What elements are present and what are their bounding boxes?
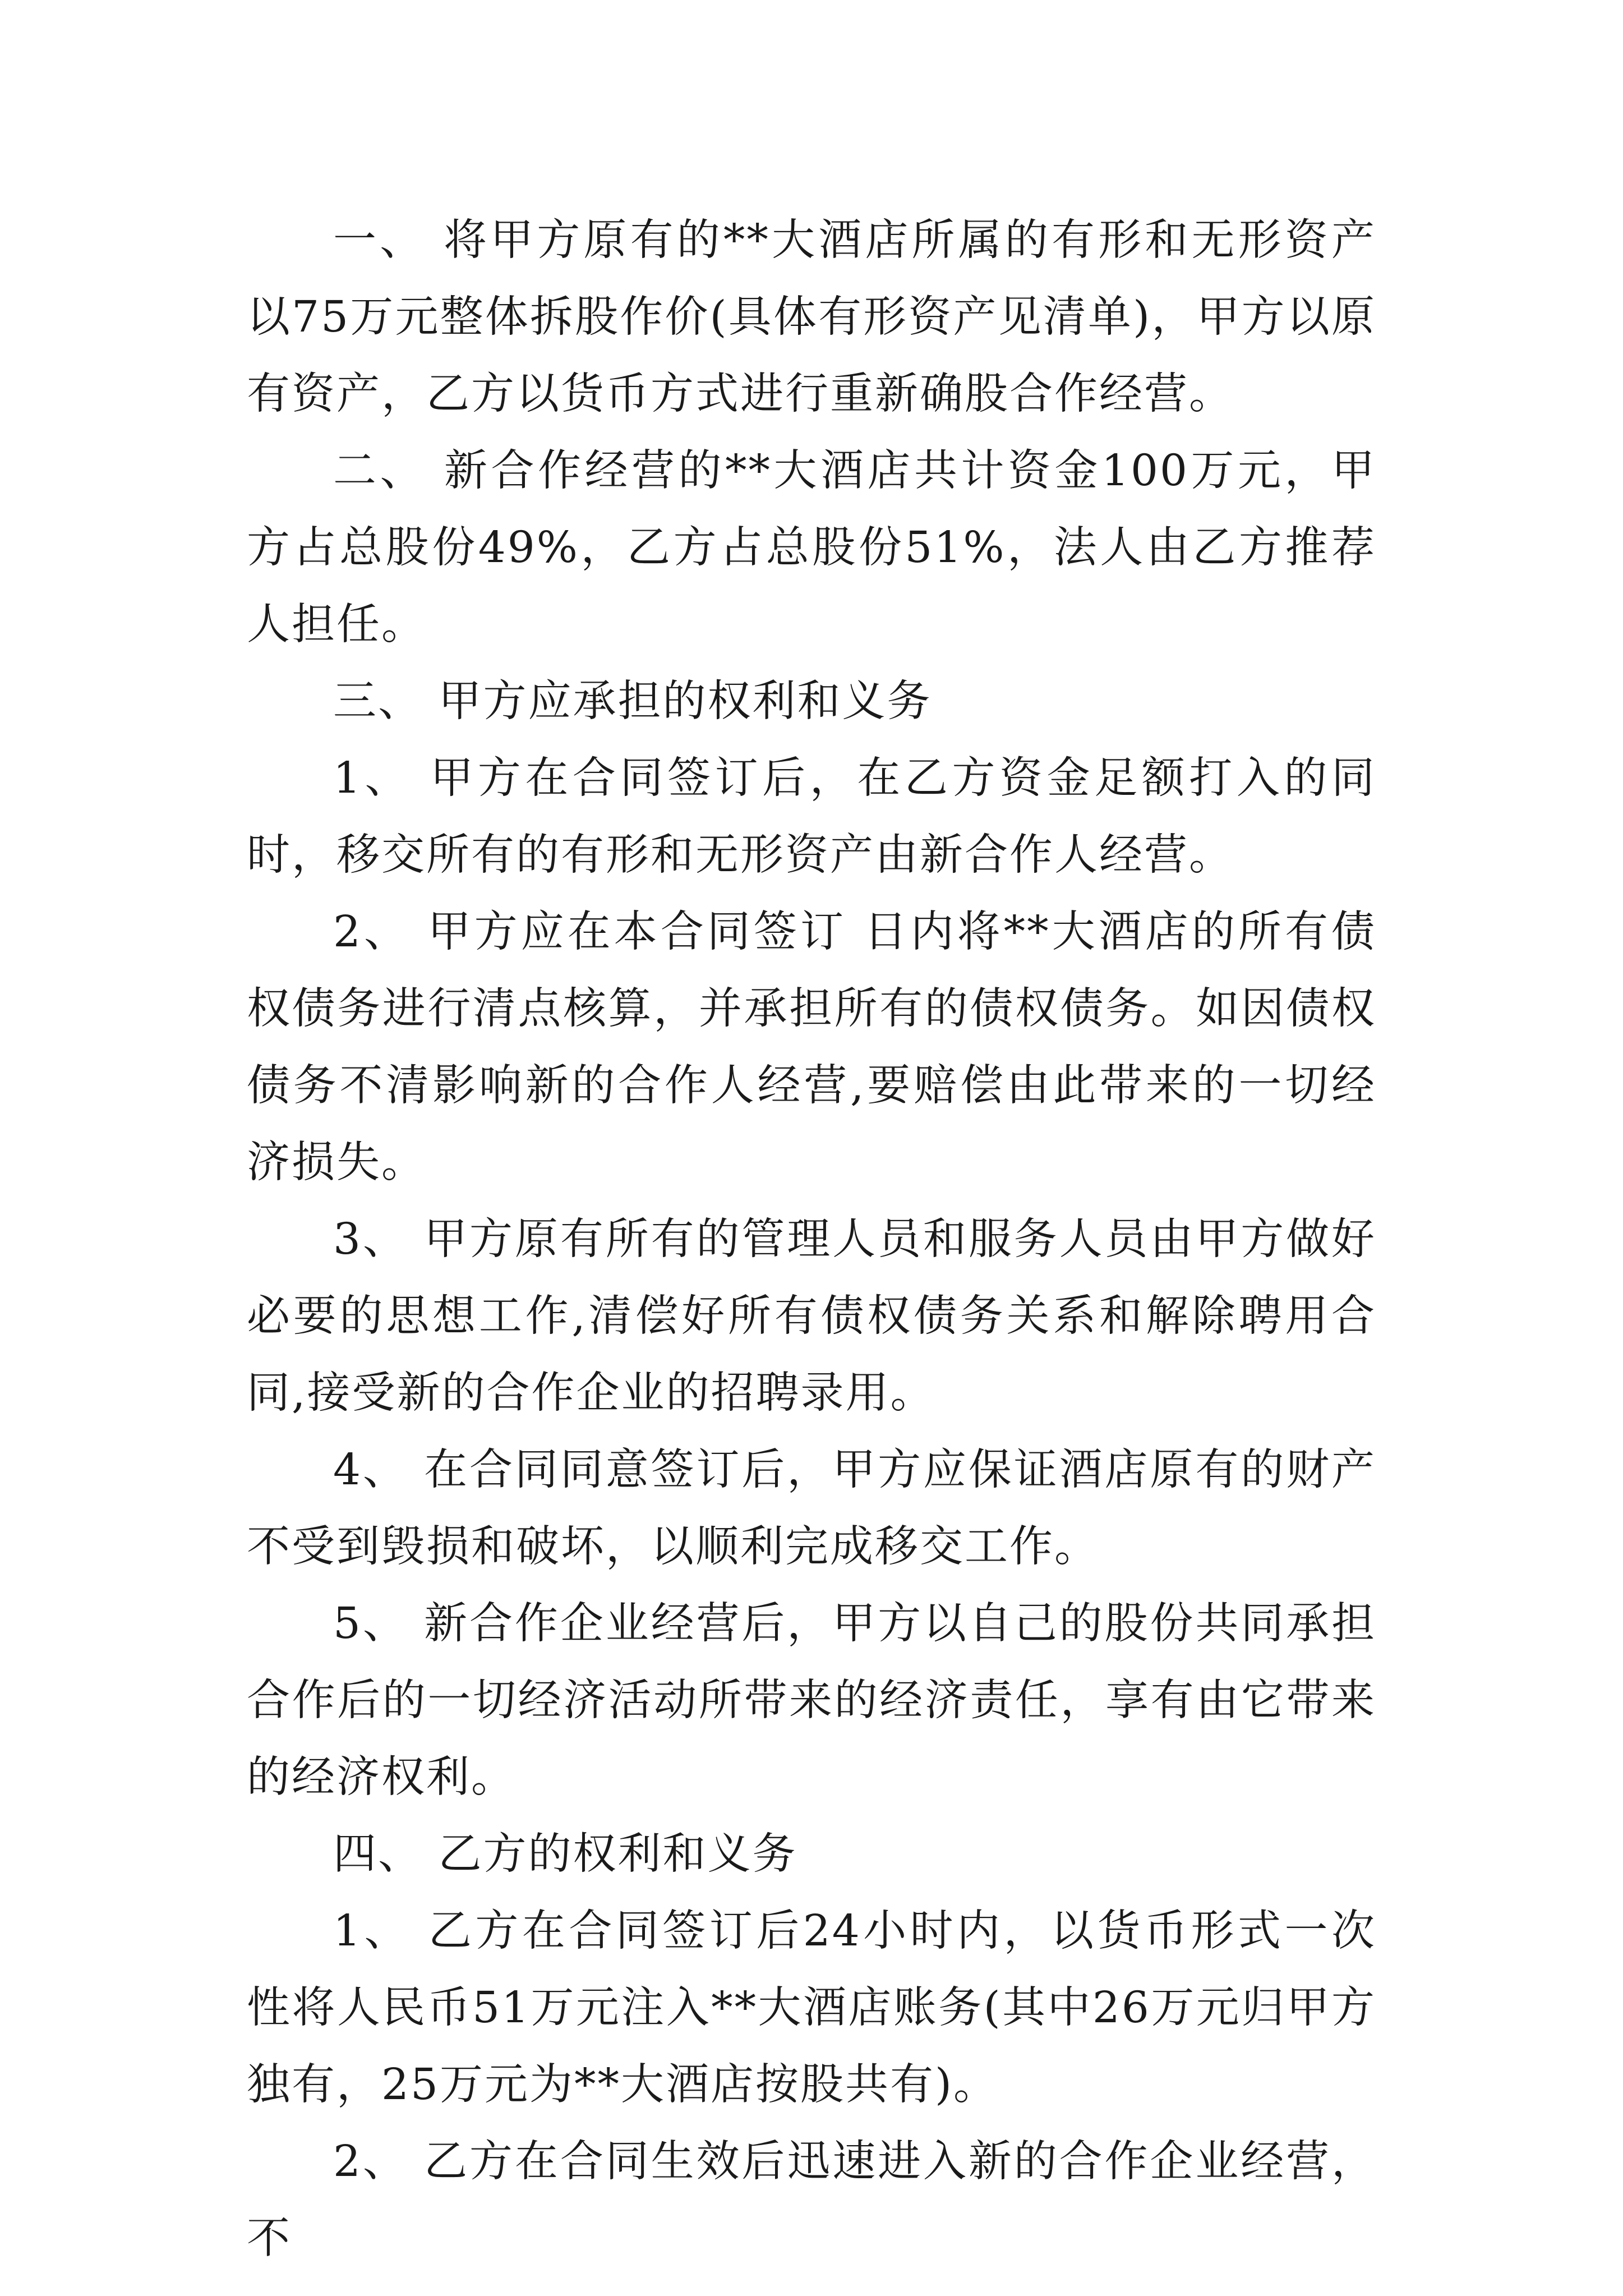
party-a-item-5: 5、 新合作企业经营后，甲方以自己的股份共同承担合作后的一切经济活动所带来的经济责任，享有由它带来的经济权利。 (247, 1599, 1376, 1802)
clause-1-asset-valuation: 一、 将甲方原有的**大酒店所属的有形和无形资产以75万元整体拆股作价(具体有形资产见清单)，甲方以原有资产，乙方以货币方式进行重新确股合作经营。 (247, 215, 1376, 419)
section-heading-party-a-duties: 三、 甲方应承担的权利和义务 (333, 677, 932, 726)
section-heading-party-b-duties: 四、 乙方的权利和义务 (333, 1829, 797, 1879)
party-a-item-3: 3、 甲方原有所有的管理人员和服务人员由甲方做好必要的思想工作,清偿好所有债权债务关系和解除聘用合同,接受新的合作企业的招聘录用。 (247, 1214, 1376, 1418)
party-b-item-2: 2、 乙方在合同生效后迅速进入新的合作企业经营，不 (247, 2137, 1376, 2263)
clause-2-capital-shares: 二、 新合作经营的**大酒店共计资金100万元，甲方占总股份49%，乙方占总股份51%，法人由乙方推荐人担任。 (247, 446, 1376, 650)
party-a-item-1: 1、 甲方在合同签订后，在乙方资金足额打入的同时，移交所有的有形和无形资产由新合作人经营。 (247, 753, 1376, 880)
party-b-item-1: 1、 乙方在合同签订后24小时内，以货币形式一次性将人民币51万元注入**大酒店账务(其中26万元归甲方独有，25万元为**大酒店按股共有)。 (247, 1906, 1376, 2110)
party-a-item-2: 2、 甲方应在本合同签订 日内将**大酒店的所有债权债务进行清点核算，并承担所有的债权债务。如因债权债务不清影响新的合作人经营,要赔偿由此带来的一切经济损失。 (247, 907, 1376, 1188)
party-a-item-4: 4、 在合同同意签订后，甲方应保证酒店原有的财产不受到毁损和破坏，以顺利完成移交工作。 (247, 1445, 1376, 1572)
document-body (247, 202, 1376, 2277)
